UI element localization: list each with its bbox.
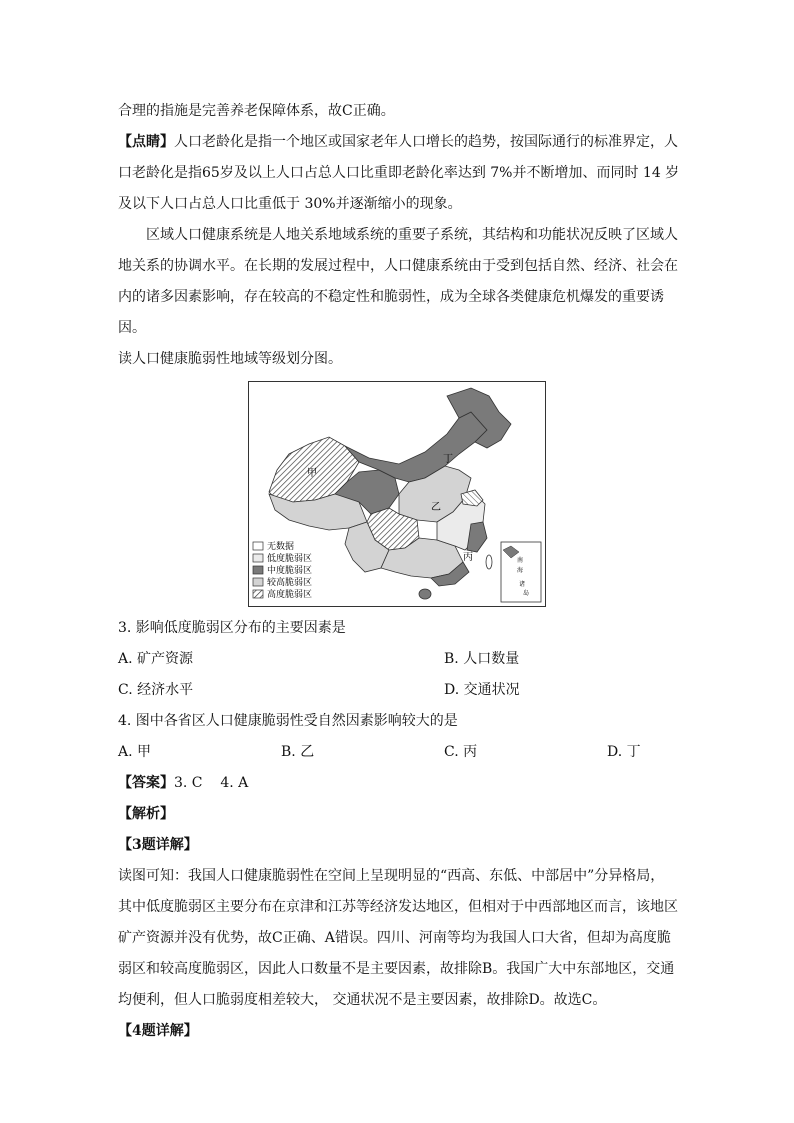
q4-option-d: D. 丁 <box>607 744 641 760</box>
para-line-1: 区域人口健康系统是人地关系地域系统的重要子系统，其结构和功能状况反映了区域人 <box>146 227 678 243</box>
q3-detail-line-4: 弱区和较高度脆弱区，因此人口数量不是主要因素，故排除B。我国广大中东部地区，交通 <box>118 961 675 977</box>
legend-item-higher: 较高脆弱区 <box>267 578 313 588</box>
answer-line <box>118 768 680 799</box>
region-hainan <box>419 589 431 599</box>
point-line-2: 口老龄化是指65岁及以上人口占总人口比重即老龄化率达到 7%并不断增加、而同时 14 岁 <box>118 165 680 181</box>
q3-option-d: D. 交通状况 <box>444 682 520 698</box>
intro-line: 合理的指施是完善养老保障体系，故C正确。 <box>118 103 395 119</box>
point-line-3: 及以下人口占总人口比重低于 30%并逐渐缩小的现象。 <box>118 196 462 212</box>
legend-item-no-data: 无数据 <box>267 542 295 552</box>
document-page <box>118 96 680 1047</box>
map-svg <box>249 382 545 606</box>
para-line-4: 读人口健康脆弱性地域等级划分图。 <box>118 351 342 367</box>
inset-zhu: 诸 <box>519 581 526 588</box>
label-ding: 丁 <box>443 454 453 465</box>
q3-option-a: A. 矿产资源 <box>118 651 194 667</box>
answer-text: 3. C 4. A <box>174 775 249 791</box>
q3-detail-line-3: 矿产资源并没有优势，故C正确、A错误。四川、河南等均为我国人口大省，但却为高度脆 <box>118 930 671 946</box>
map-legend <box>253 540 312 600</box>
q3-detail-line-2: 其中低度脆弱区主要分布在京津和江苏等经济发达地区，但相对于中西部地区而言，该地区 <box>118 899 678 915</box>
inset-dao: 岛 <box>523 590 530 597</box>
region-taiwan <box>486 555 492 569</box>
label-yi: 乙 <box>431 502 441 513</box>
answer-label: 【答案】 <box>118 775 174 791</box>
point-paragraph <box>118 127 680 158</box>
q3-detail-label: 【3题详解】 <box>118 837 198 853</box>
q4-stem: 4. 图中各省区人口健康脆弱性受自然因素影响较大的是 <box>118 713 458 729</box>
q3-options-row-1 <box>118 644 680 675</box>
q3-stem: 3. 影响低度脆弱区分布的主要因素是 <box>118 620 346 636</box>
label-jia: 甲 <box>307 468 317 479</box>
inset-hai: 海 <box>517 567 524 574</box>
legend-item-low: 低度脆弱区 <box>267 554 313 564</box>
legend-item-high: 高度脆弱区 <box>267 590 313 600</box>
vulnerability-map <box>248 381 546 607</box>
q3-detail-line-1: 读图可知：我国人口健康脆弱性在空间上呈现明显的“西高、东低、中部居中”分异格局， <box>118 868 665 884</box>
para-line-3: 内的诸多因素影响，存在较高的不稳定性和脆弱性，成为全球各类健康危机爆发的重要诱因。 <box>118 289 664 336</box>
para-line-2: 地关系的协调水平。在长期的发展过程中，人口健康系统由于受到包括自然、经济、社会在 <box>118 258 678 274</box>
q4-option-a: A. 甲 <box>118 744 152 760</box>
point-line-1: 人口老龄化是指一个地区或国家老年人口增长的趋势，按国际通行的标准界定，人 <box>174 134 678 150</box>
analysis-label: 【解析】 <box>118 806 174 822</box>
q3-option-b: B. 人口数量 <box>444 651 520 667</box>
q3-option-c: C. 经济水平 <box>118 682 194 698</box>
label-bing: 丙 <box>463 552 473 563</box>
q3-options-row-2 <box>118 675 680 706</box>
q4-options-row <box>118 737 680 768</box>
point-label: 【点睛】 <box>118 134 174 150</box>
q4-option-b: B. 乙 <box>281 744 315 760</box>
inset-nan: 南 <box>517 557 524 564</box>
q4-detail-label: 【4题详解】 <box>118 1023 198 1039</box>
q4-option-c: C. 丙 <box>444 744 478 760</box>
q3-detail-line-5: 均便利，但人口脆弱度相差较大， 交通状况不是主要因素，故排除D。故选C。 <box>118 992 607 1008</box>
legend-item-medium: 中度脆弱区 <box>267 566 313 576</box>
